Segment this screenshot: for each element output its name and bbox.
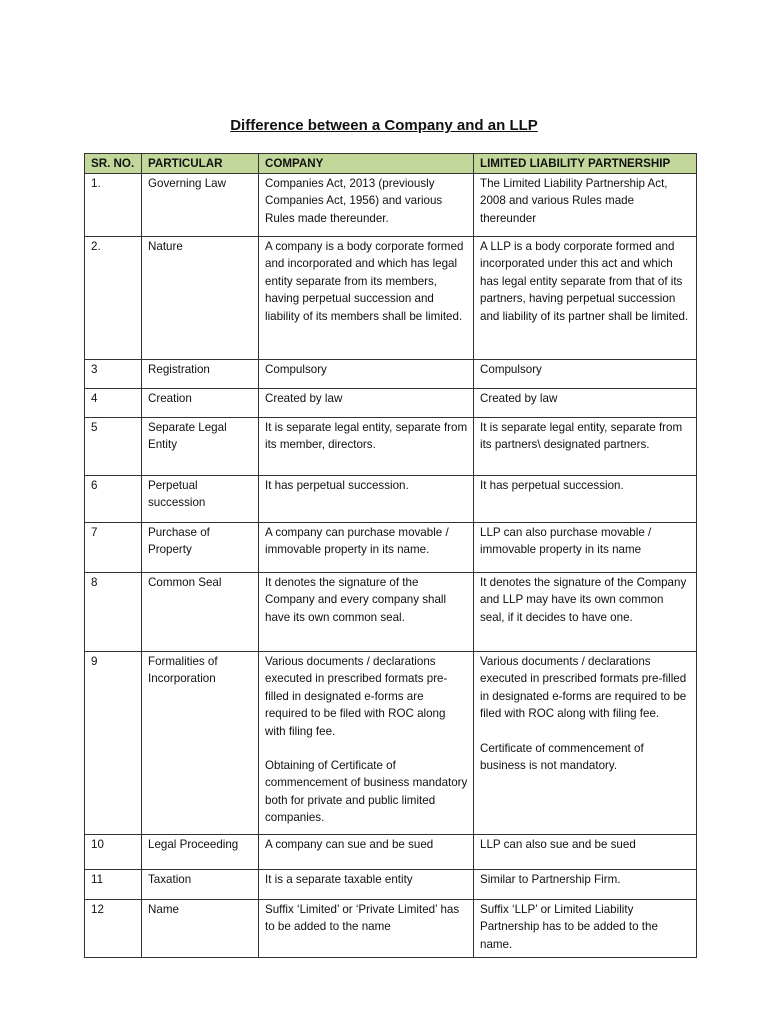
table-row [85,418,697,476]
cell-text: LLP can also sue and be sued [480,838,636,851]
cell-llp [474,900,697,958]
cell-company [259,523,474,573]
cell-sr-no: 8 [85,573,142,652]
cell-particular: Formalities of Incorporation [142,652,259,835]
cell-company [259,174,474,237]
cell-text: Created by law [265,392,343,405]
table-row [85,360,697,389]
header-company: COMPANY [259,154,474,174]
cell-sr-no: 9 [85,652,142,835]
cell-particular: Perpetual succession [142,476,259,523]
cell-text: It denotes the signature of the Company and every company shall have its own common seal. [265,576,447,624]
cell-company [259,360,474,389]
cell-particular: Nature [142,237,259,360]
table-row [85,870,697,900]
cell-sr-no: 12 [85,900,142,958]
cell-text: It has perpetual succession. [265,479,409,492]
header-llp: LIMITED LIABILITY PARTNERSHIP [474,154,697,174]
cell-particular: Separate Legal Entity [142,418,259,476]
cell-sr-no: 1. [85,174,142,237]
header-particular: PARTICULAR [142,154,259,174]
cell-sr-no: 10 [85,835,142,870]
cell-company [259,652,474,835]
cell-text: The Limited Liability Partnership Act, 2008 and various Rules made thereunder [480,177,668,225]
cell-llp [474,523,697,573]
table-row [85,237,697,360]
table-row [85,900,697,958]
cell-text: Similar to Partnership Firm. [480,873,621,886]
cell-company [259,900,474,958]
cell-text: Various documents / declarations executed in prescribed formats pre-filled in designated e-forms are required to be filed with ROC along with filing fee. [480,655,687,721]
cell-llp [474,237,697,360]
table-header-row [85,154,697,174]
cell-text: Compulsory [265,363,327,376]
cell-text: A LLP is a body corporate formed and incorporated under this act and which has legal entity separate from that of its partners, having perpetual succession and liability of its partner shall be limited. [480,240,689,323]
cell-text: Compulsory [480,363,542,376]
table-row [85,523,697,573]
cell-company [259,870,474,900]
comparison-table [84,153,697,958]
cell-text: A company can sue and be sued [265,838,434,851]
document-title: Difference between a Company and an LLP [230,117,538,134]
cell-particular: Purchase of Property [142,523,259,573]
cell-company [259,835,474,870]
cell-company [259,237,474,360]
cell-company [259,573,474,652]
cell-text: Companies Act, 2013 (previously Companies Act, 1956) and various Rules made thereunder. [265,177,443,225]
cell-sr-no: 5 [85,418,142,476]
cell-llp [474,870,697,900]
cell-llp [474,360,697,389]
cell-company [259,389,474,418]
cell-particular: Common Seal [142,573,259,652]
cell-text: Obtaining of Certificate of commencement of business mandatory both for private and public limited companies. [265,759,468,825]
cell-particular: Registration [142,360,259,389]
cell-particular: Governing Law [142,174,259,237]
table-row [85,835,697,870]
cell-text: Suffix ‘LLP’ or Limited Liability Partnership has to be added to the name. [480,903,658,951]
cell-text: Various documents / declarations executed in prescribed formats pre-filled in designated e-forms are required to be filed with ROC along with filing fee. [265,655,448,738]
cell-particular: Name [142,900,259,958]
table-row [85,573,697,652]
cell-llp [474,652,697,835]
cell-llp [474,418,697,476]
cell-text: It is a separate taxable entity [265,873,413,886]
cell-text: LLP can also purchase movable / immovable property in its name [480,526,652,557]
cell-llp [474,835,697,870]
cell-particular: Taxation [142,870,259,900]
cell-sr-no: 7 [85,523,142,573]
cell-text: A company is a body corporate formed and incorporated and which has legal entity separate from its members, having perpetual succession and liability of its members shall be limited. [265,240,464,323]
cell-llp [474,476,697,523]
cell-text: Certificate of commencement of business is not mandatory. [480,741,644,773]
table-row [85,174,697,237]
cell-particular: Creation [142,389,259,418]
cell-sr-no: 2. [85,237,142,360]
cell-llp [474,174,697,237]
cell-llp [474,573,697,652]
table-row [85,476,697,523]
cell-sr-no: 4 [85,389,142,418]
cell-text: Suffix ‘Limited’ or ‘Private Limited’ has to be added to the name [265,903,460,934]
table-row [85,652,697,835]
table-row [85,389,697,418]
cell-company [259,418,474,476]
cell-text: It is separate legal entity, separate from its partners\ designated partners. [480,421,683,452]
cell-sr-no: 3 [85,360,142,389]
cell-sr-no: 6 [85,476,142,523]
cell-particular: Legal Proceeding [142,835,259,870]
cell-company [259,476,474,523]
cell-sr-no: 11 [85,870,142,900]
cell-text: It denotes the signature of the Company and LLP may have its own common seal, if it decides to have one. [480,576,687,624]
cell-text: A company can purchase movable / immovable property in its name. [265,526,449,557]
cell-text: It is separate legal entity, separate from its member, directors. [265,421,468,452]
cell-llp [474,389,697,418]
header-sr-no: SR. NO. [85,154,142,174]
cell-text: Created by law [480,392,558,405]
cell-text: It has perpetual succession. [480,479,624,492]
